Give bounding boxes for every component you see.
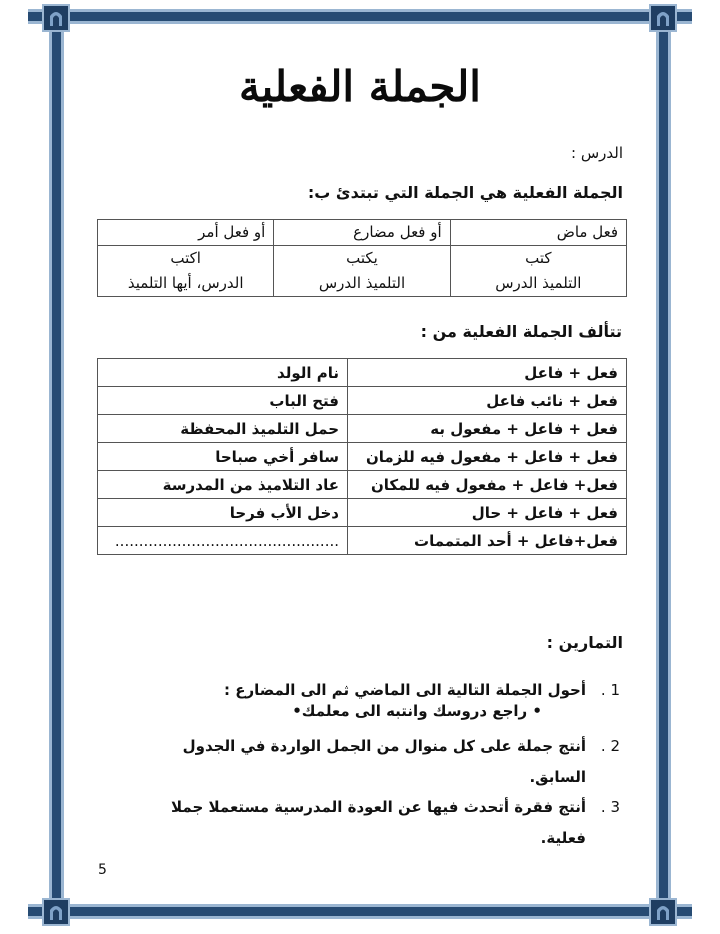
page-title: الجملة الفعلية — [239, 62, 481, 111]
pattern-cell: فعل + فاعل — [348, 359, 627, 387]
lesson-label: الدرس : — [571, 144, 623, 162]
frame-top-border — [28, 9, 692, 24]
exercise-text-continued: السابق. — [529, 768, 586, 786]
exercise-number: 2 . — [600, 737, 620, 755]
exercise-number: 1 . — [600, 681, 620, 699]
table-row — [98, 499, 627, 527]
page-number: 5 — [98, 862, 107, 878]
table-row — [98, 271, 627, 297]
exercise-text: أنتج فقرة أتحدث فيها عن العودة المدرسية مستعملا جملا — [171, 798, 586, 816]
pattern-cell: فعل + فاعل + حال — [348, 499, 627, 527]
exercise-text-continued: فعلية. — [540, 829, 586, 847]
pattern-cell: فعل+فاعل + أحد المتممات — [348, 527, 627, 555]
example-cell: دخل الأب فرحا — [98, 499, 348, 527]
table-cell: اكتب — [98, 246, 274, 272]
example-cell: ............................................... — [98, 527, 348, 555]
example-cell: حمل التلميذ المحفظة — [98, 415, 348, 443]
verb-tense-table — [97, 219, 627, 297]
example-cell: فتح الباب — [98, 387, 348, 415]
table-row — [98, 471, 627, 499]
table-header-cell: أو فعل أمر — [98, 220, 274, 246]
exercise-number: 3 . — [600, 798, 620, 816]
corner-ornament-icon — [649, 4, 677, 32]
sentence-forms-table — [97, 358, 627, 555]
corner-ornament-icon — [42, 4, 70, 32]
table-cell: كتب — [450, 246, 626, 272]
definition-text: الجملة الفعلية هي الجملة التي تبتدئ ب: — [307, 183, 623, 202]
table-row — [98, 246, 627, 272]
example-cell: نام الولد — [98, 359, 348, 387]
table-row — [98, 359, 627, 387]
frame-bottom-border — [28, 904, 692, 919]
table-row — [98, 220, 627, 246]
table-cell: التلميذ الدرس — [450, 271, 626, 297]
table-cell: يكتب — [274, 246, 450, 272]
table-row — [98, 387, 627, 415]
example-cell: عاد التلاميذ من المدرسة — [98, 471, 348, 499]
exercise-1-sentence: • راجع دروسك وانتبه الى معلمك• — [292, 702, 542, 720]
exercise-text: أحول الجملة التالية الى الماضي ثم الى المضارع : — [224, 681, 586, 699]
corner-ornament-icon — [649, 898, 677, 926]
exercise-3 — [100, 792, 620, 854]
exercise-text: أنتج جملة على كل منوال من الجمل الواردة في الجدول — [182, 737, 586, 755]
table-row — [98, 443, 627, 471]
table-row — [98, 415, 627, 443]
table-row — [98, 527, 627, 555]
table-header-cell: فعل ماض — [450, 220, 626, 246]
forms-heading: تتألف الجملة الفعلية من : — [420, 322, 622, 341]
example-cell: سافر أخي صباحا — [98, 443, 348, 471]
pattern-cell: فعل+ فاعل + مفعول فيه للمكان — [348, 471, 627, 499]
exercise-2 — [100, 731, 620, 793]
table-cell: الدرس، أيها التلميذ — [98, 271, 274, 297]
exercises-heading: التمارين : — [546, 633, 623, 652]
pattern-cell: فعل + فاعل + مفعول فيه للزمان — [348, 443, 627, 471]
table-cell: التلميذ الدرس — [274, 271, 450, 297]
frame-right-border — [656, 20, 671, 912]
corner-ornament-icon — [42, 898, 70, 926]
pattern-cell: فعل + فاعل + مفعول به — [348, 415, 627, 443]
pattern-cell: فعل + نائب فاعل — [348, 387, 627, 415]
frame-left-border — [49, 20, 64, 912]
table-header-cell: أو فعل مضارع — [274, 220, 450, 246]
